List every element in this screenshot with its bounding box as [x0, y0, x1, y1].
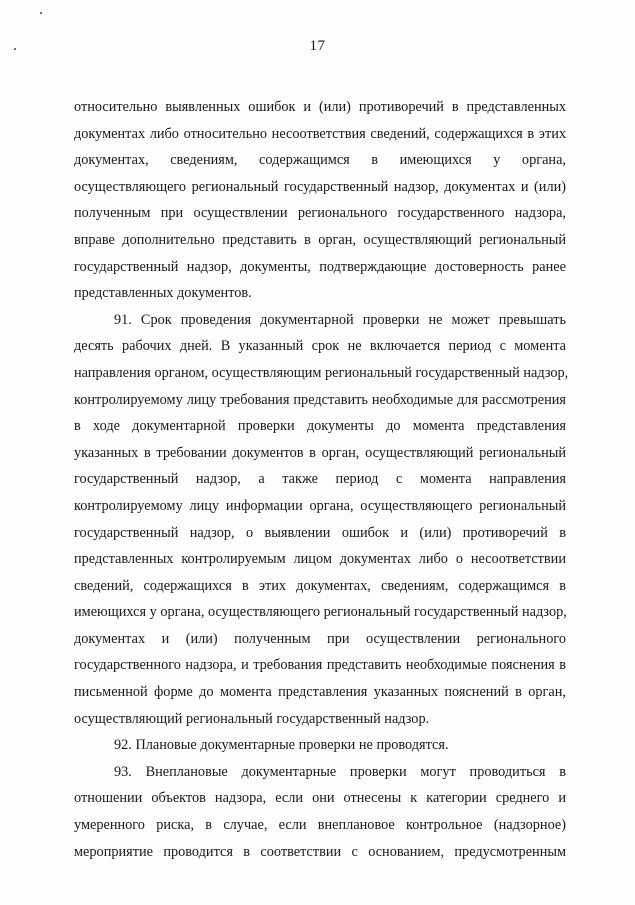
text-line: осуществляющий региональный государственный надзор. [74, 710, 430, 727]
text-line: государственный надзор, документы, подтверждающие достоверность ранее [74, 258, 566, 275]
text-line: государственного надзора, и требования представить необходимые пояснения в [74, 657, 566, 674]
text-line: представленных документов. [74, 285, 252, 302]
text-line: контролируемому лицу требования представить необходимые для рассмотрения [74, 391, 566, 408]
text-line: представленных контролируемым лицом документах либо о несоответствии [74, 551, 566, 568]
page-number: 17 [309, 38, 326, 54]
text-line: 91. Срок проведения документарной проверки не может превышать [114, 311, 566, 328]
text-line: имеющихся у органа, осуществляющего региональный государственный надзор, [74, 604, 567, 621]
text-line: письменной форме до момента представления указанных пояснений в орган, [74, 684, 566, 701]
paragraph-91 [74, 307, 569, 733]
text-line: документах и (или) полученным при осуществлении регионального [74, 630, 566, 647]
paragraph-93 [74, 759, 566, 865]
text-line: сведений, содержащихся в этих документах, сведениям, содержащимся в [74, 577, 566, 594]
text-line: документах либо относительно несоответствия сведений, содержащихся в этих [74, 125, 566, 142]
text-line: контролируемому лицу информации органа, осуществляющего региональный [74, 497, 566, 514]
paragraph-continuation [74, 94, 566, 307]
text-line: относительно выявленных ошибок и (или) противоречий в представленных [74, 99, 566, 115]
text-line: полученным при осуществлении регионального государственного надзора, [74, 205, 566, 222]
text-line: указанных в требовании документов в орган, осуществляющий региональный [74, 444, 566, 461]
text-line: государственный надзор, а также период с момента направления [74, 471, 566, 488]
document-body [74, 94, 569, 865]
text-line: направления органом, осуществляющим региональный государственный надзор, [74, 364, 569, 381]
text-line: 92. Плановые документарные проверки не проводятся. [114, 737, 449, 754]
text-line: осуществляющего региональный государственный надзор, документах и (или) [74, 178, 566, 195]
text-line: в ходе документарной проверки документы до момента представления [74, 418, 566, 435]
text-line: десять рабочих дней. В указанный срок не включается период с момента [74, 338, 566, 355]
text-line: документах, сведениям, содержащимся в имеющихся у органа, [74, 152, 566, 169]
text-line: умеренного риска, в случае, если внеплановое контрольное (надзорное) [74, 817, 566, 834]
text-line: вправе дополнительно представить в орган, осуществляющий региональный [74, 231, 566, 248]
text-line: государственный надзор, о выявлении ошибок и (или) противоречий в [74, 524, 566, 541]
scan-speck [40, 12, 42, 14]
paragraph-92 [74, 732, 566, 759]
text-line: 93. Внеплановые документарные проверки могут проводиться в [114, 763, 566, 780]
text-line: мероприятие проводится в соответствии с основанием, предусмотренным [74, 843, 566, 860]
text-line: отношении объектов надзора, если они отнесены к категории среднего и [74, 790, 566, 807]
